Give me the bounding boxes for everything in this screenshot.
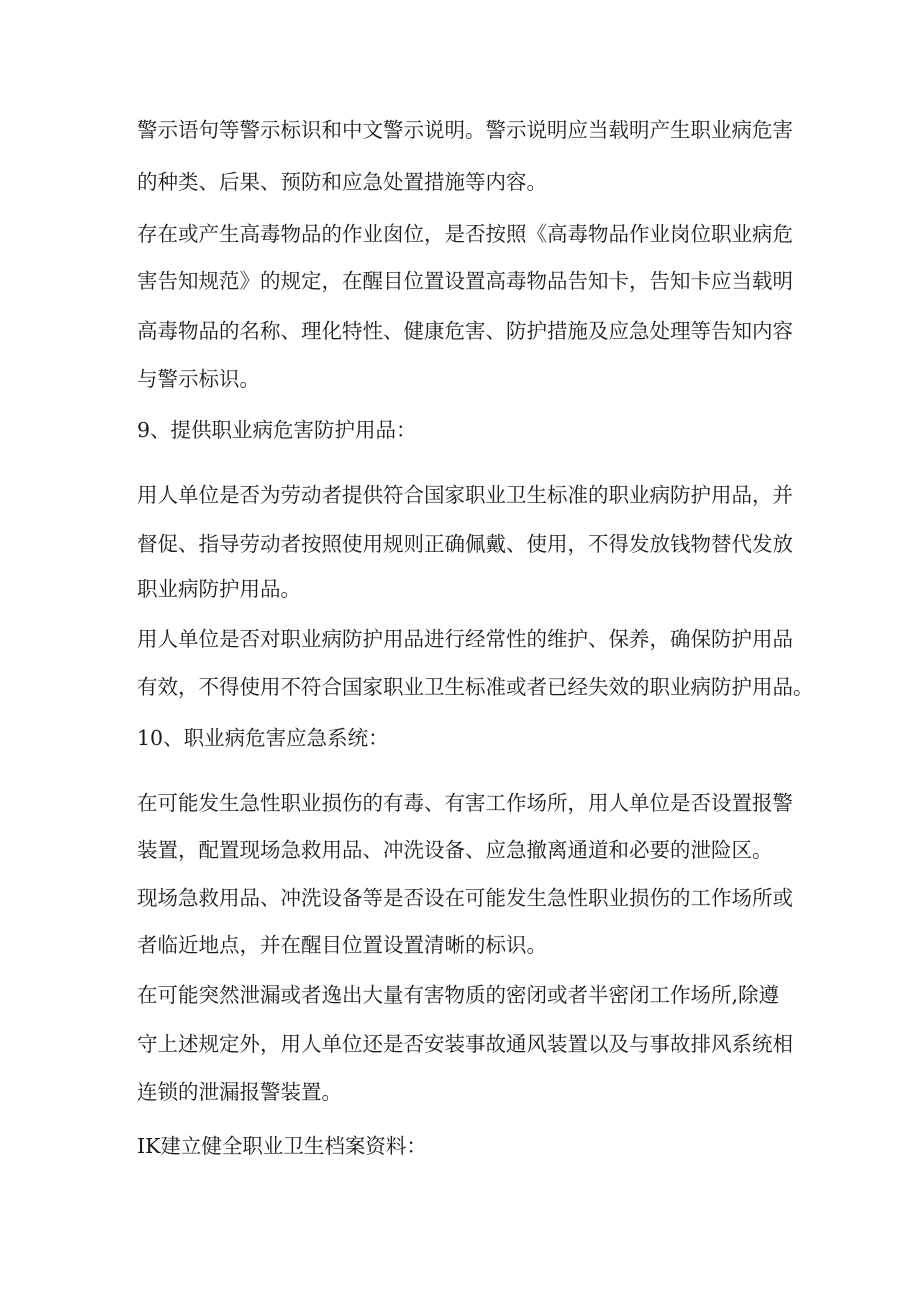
paragraph-line: 现场急救用品、冲洗设备等是否设在可能发生急性职业损伤的工作场所或 [137, 886, 793, 910]
paragraph-line: 督促、指导劳动者按照使用规则正确佩戴、使用，不得发放钱物替代发放 [137, 532, 793, 556]
paragraph-line: 连锁的泄漏报警装置。 [137, 1080, 342, 1104]
paragraph-line: 在可能发生急性职业损伤的有毒、有害工作场所，用人单位是否设置报警 [137, 791, 793, 815]
paragraph-line: 存在或产生高毒物品的作业囱位，是否按照《高毒物品作业岗位职业病危 [137, 222, 793, 246]
paragraph-line: 守上述规定外，用人单位还是否安装事故通风装置以及与事故排风系统相 [137, 1032, 793, 1056]
paragraph-line: 者临近地点，并在醒目位置设置清晰的标识。 [137, 933, 547, 957]
paragraph-line: 用人单位是否对职业病防护用品进行经常性的维护、保养，确保防护用品 [137, 627, 793, 651]
paragraph-line: 职业病防护用品。 [137, 577, 301, 601]
paragraph-line: 用人单位是否为劳动者提供符合国家职业卫生标准的职业病防护用品，并 [137, 483, 793, 507]
paragraph-line: 害告知规范》的规定，在醒目位置设置高毒物品告知卡，告知卡应当载明 [137, 269, 793, 293]
paragraph-line: 有效，不得使用不符合国家职业卫生标准或者已经失效的职业病防护用品。 [137, 675, 814, 699]
paragraph-line: 与警示标识。 [137, 367, 260, 391]
paragraph-line: 警示语句等警示标识和中文警示说明。警示说明应当载明产生职业病危害 [137, 118, 793, 142]
section-heading-11: IK建立健全职业卫生档案资料： [137, 1134, 427, 1158]
paragraph-line: 在可能突然泄漏或者逸出大量有害物质的密闭或者半密闭工作场所,除遵 [137, 983, 780, 1007]
paragraph-line: 高毒物品的名称、理化特性、健康危害、防护措施及应急处理等告知内容 [137, 319, 793, 343]
paragraph-line: 的种类、后果、预防和应急处置措施等内容。 [137, 170, 547, 194]
paragraph-line: 装置，配置现场急救用品、冲洗设备、应急撤离通道和必要的泄险区。 [137, 838, 773, 862]
section-heading-10: 10、职业病危害应急系统： [137, 726, 389, 750]
section-heading-9: 9、提供职业病危害防护用品： [137, 418, 417, 442]
